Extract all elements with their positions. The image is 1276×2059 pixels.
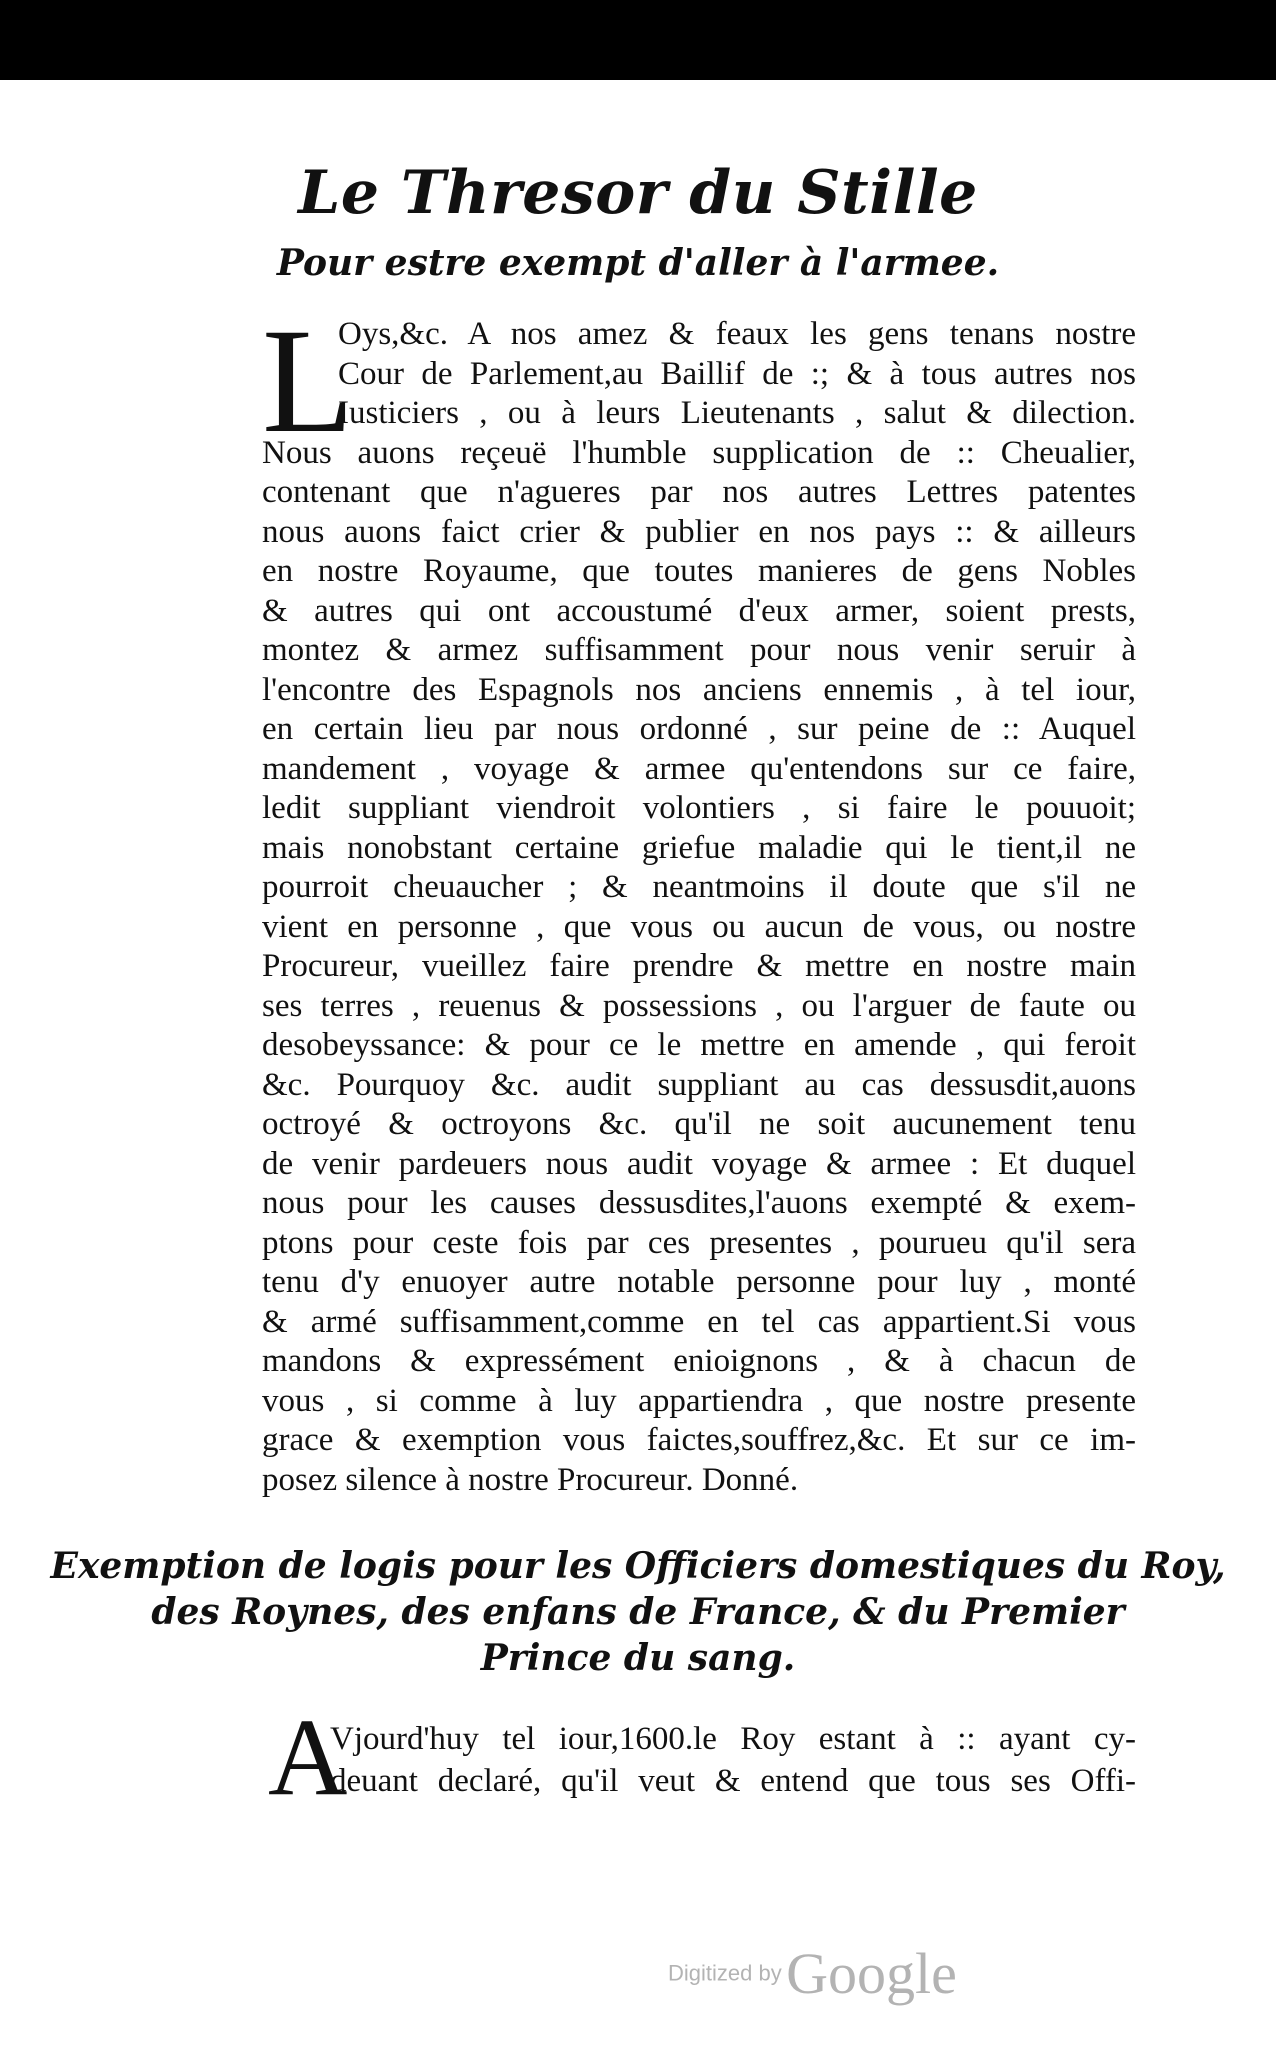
text-line: nous auons faict crier & publier en nos pays :: & ailleurs <box>262 513 1136 550</box>
google-logo: Google <box>786 1941 957 2006</box>
text-line: mandons & expressément enioignons , & à chacun de <box>262 1343 1136 1379</box>
text-line: en nostre Royaume, que toutes manieres de gens Nobles <box>262 553 1136 589</box>
text-line: pourroit cheuaucher ; & neantmoins il doute que s'il ne <box>262 869 1136 905</box>
heading-line: Exemption de logis pour les Officiers domestiques du Roy, <box>50 1545 1226 1587</box>
text-line: mais nonobstant certaine griefue maladie qui le tient,il ne <box>262 829 1136 866</box>
section-body-logis <box>262 1718 1136 1802</box>
text-line: deuant declaré, qu'il veut & entend que tous ses Offi- <box>330 1763 1136 1799</box>
drop-cap-A: A <box>268 1696 348 1818</box>
text-line: Nous auons reçeuë l'humble supplication de :: Cheualier, <box>262 434 1136 471</box>
text-line: de venir pardeuers nous audit voyage & armee : Et duquel <box>262 1145 1136 1182</box>
text-line: & armé suffisamment,comme en tel cas appartient.Si vous <box>262 1303 1136 1340</box>
digitized-watermark <box>668 1940 957 2007</box>
text-line: ledit suppliant viendroit volontiers , si faire le pouuoit; <box>262 790 1136 826</box>
scan-top-border <box>0 0 1276 80</box>
text-line: vient en personne , que vous ou aucun de vous, ou nostre <box>262 908 1136 945</box>
book-page <box>0 80 1276 2059</box>
heading-line: des Roynes, des enfans de France, & du Premier <box>151 1591 1125 1633</box>
section-heading-logis <box>0 1543 1276 1681</box>
text-line: mandement , voyage & armee qu'entendons sur ce faire, <box>262 750 1136 787</box>
text-line: grace & exemption vous faictes,souffrez,&c. Et sur ce im- <box>262 1422 1136 1458</box>
text-line: & autres qui ont accoustumé d'eux armer, soient prests, <box>262 592 1136 629</box>
text-line: Procureur, vueillez faire prendre & mettre en nostre main <box>262 948 1136 984</box>
text-line: contenant que n'agueres par nos autres Lettres patentes <box>262 474 1136 510</box>
text-line: l'encontre des Espagnols nos anciens ennemis , à tel iour, <box>262 671 1136 708</box>
text-line: vous , si comme à luy appartiendra , que nostre presente <box>262 1382 1136 1419</box>
text-line: desobeyssance: & pour ce le mettre en amende , qui feroit <box>262 1027 1136 1063</box>
text-line: ptons pour ceste fois par ces presentes , pourueu qu'il sera <box>262 1224 1136 1261</box>
text-line: en certain lieu par nous ordonné , sur peine de :: Auquel <box>262 711 1136 747</box>
text-line: posez silence à nostre Procureur. Donné. <box>262 1461 799 1498</box>
text-line: Oys,&c. A nos amez & feaux les gens tenans nostre <box>338 316 1136 352</box>
text-line: octroyé & octroyons &c. qu'il ne soit aucunement tenu <box>262 1106 1136 1142</box>
text-line: ses terres , reuenus & possessions , ou l'arguer de faute ou <box>262 987 1136 1024</box>
text-line: nous pour les causes dessusdites,l'auons exempté & exem- <box>262 1185 1136 1221</box>
text-line: Cour de Parlement,au Baillif de :; & à tous autres nos <box>338 355 1136 392</box>
drop-cap-L: L <box>262 298 354 464</box>
text-line: montez & armez suffisamment pour nous venir seruir à <box>262 632 1136 668</box>
text-line: Vjourd'huy tel iour,1600.le Roy estant à :: ayant cy- <box>330 1721 1136 1757</box>
watermark-prefix: Digitized by <box>668 1960 782 1986</box>
text-line: tenu d'y enuoyer autre notable personne pour luy , monté <box>262 1264 1136 1300</box>
running-title: Le Thresor du Stille <box>298 158 978 228</box>
heading-line: Prince du sang. <box>480 1637 796 1679</box>
section-body-armee <box>262 298 1136 1500</box>
section-heading-armee: Pour estre exempt d'aller à l'armee. <box>276 242 1000 284</box>
text-line: Iusticiers , ou à leurs Lieutenants , salut & dilection. <box>338 395 1136 431</box>
text-line: &c. Pourquoy &c. audit suppliant au cas dessusdit,auons <box>262 1066 1136 1103</box>
